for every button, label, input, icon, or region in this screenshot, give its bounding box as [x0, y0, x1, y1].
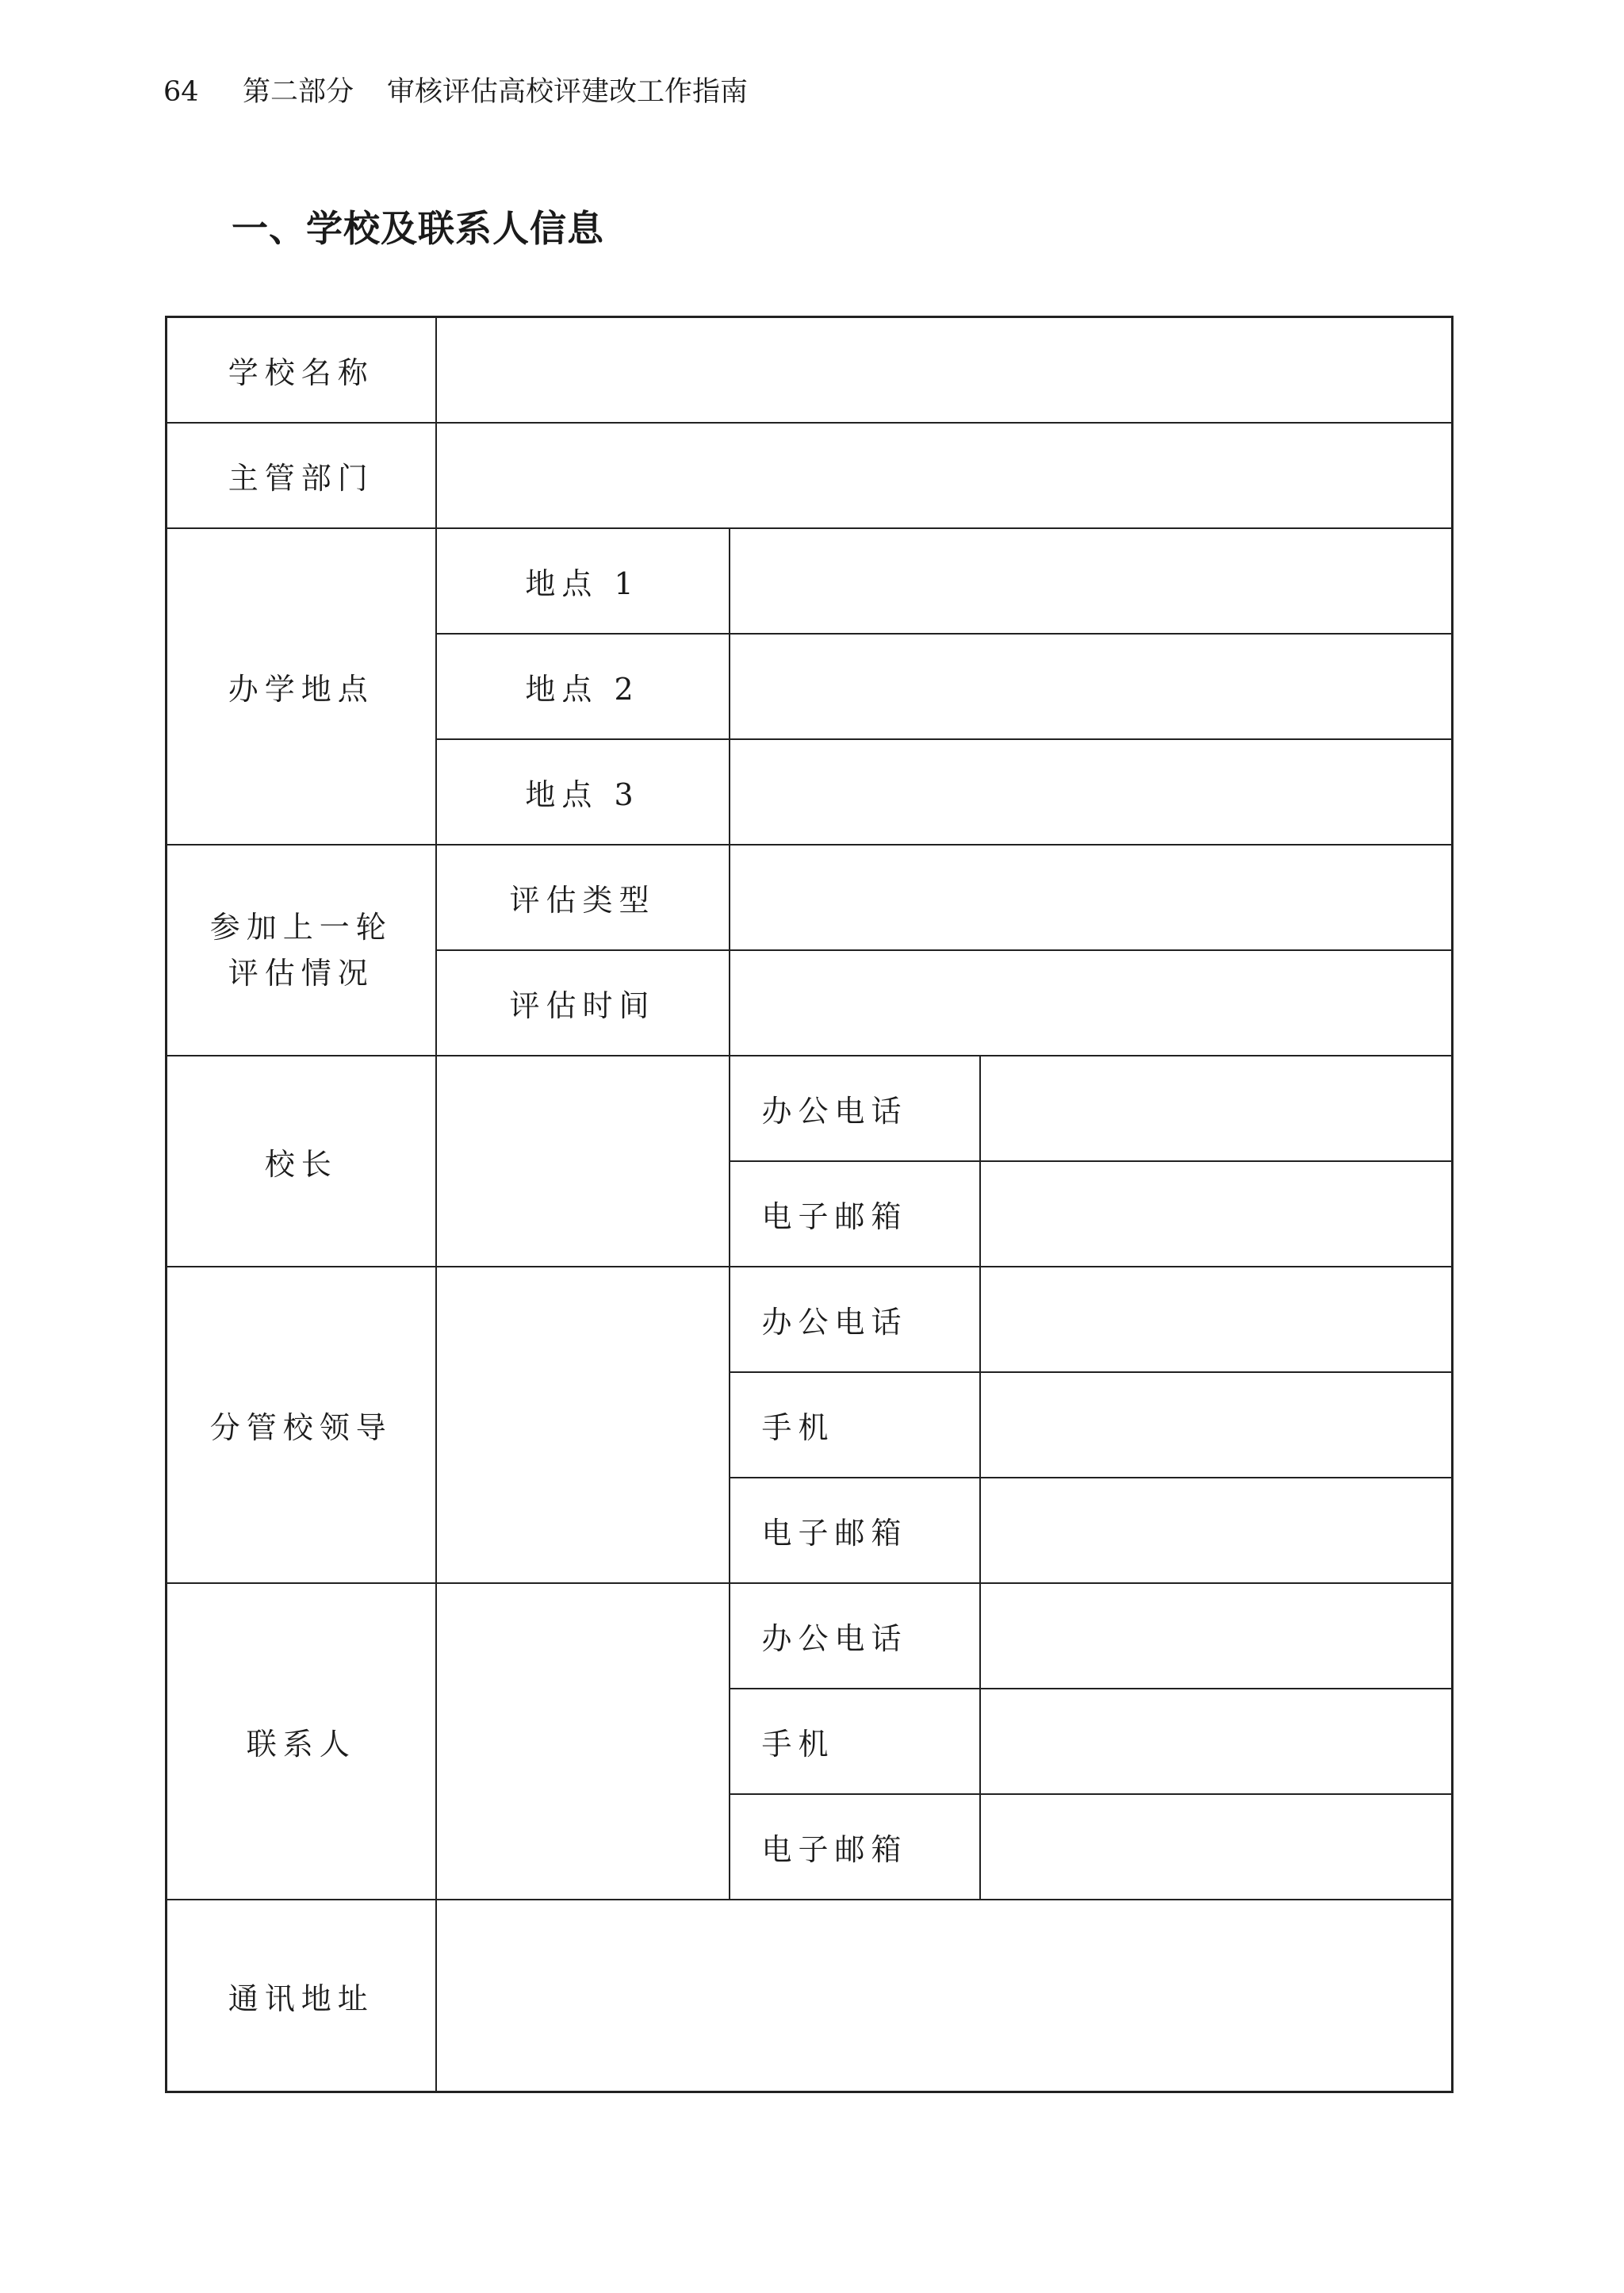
site-2-label: 地点 2 — [436, 634, 730, 739]
vice-leader-label: 分管校领导 — [167, 1267, 436, 1583]
address-field[interactable] — [436, 1900, 1453, 2092]
contact-email-field[interactable] — [980, 1794, 1453, 1900]
vice-leader-email-label: 电子邮箱 — [730, 1478, 980, 1583]
table-row — [167, 1267, 1453, 1372]
contact-office-phone-label: 办公电话 — [730, 1583, 980, 1689]
evaluation-time-label: 评估时间 — [436, 950, 730, 1056]
president-email-field[interactable] — [980, 1161, 1453, 1267]
table-row — [167, 528, 1453, 634]
president-office-phone-field[interactable] — [980, 1056, 1453, 1161]
table-row — [167, 845, 1453, 950]
evaluation-type-field[interactable] — [730, 845, 1453, 950]
contact-email-label: 电子邮箱 — [730, 1794, 980, 1900]
last-evaluation-label-line1: 参加上一轮 — [209, 910, 393, 945]
site-1-field[interactable] — [730, 528, 1453, 634]
table-row — [167, 1056, 1453, 1161]
vice-leader-office-phone-field[interactable] — [980, 1267, 1453, 1372]
contact-mobile-label: 手机 — [730, 1689, 980, 1794]
authority-label: 主管部门 — [167, 423, 436, 528]
campus-label: 办学地点 — [167, 528, 436, 845]
site-1-label: 地点 1 — [436, 528, 730, 634]
table-row — [167, 1900, 1453, 2092]
table-row — [167, 423, 1453, 528]
last-evaluation-label-line2: 评估情况 — [228, 956, 374, 991]
vice-leader-email-field[interactable] — [980, 1478, 1453, 1583]
book-title: 审核评估高校评建改工作指南 — [387, 76, 749, 108]
president-label: 校长 — [167, 1056, 436, 1267]
section-title: 一、学校及联系人信息 — [232, 207, 604, 250]
table-row — [167, 1583, 1453, 1689]
last-evaluation-label — [167, 845, 436, 1056]
contact-office-phone-field[interactable] — [980, 1583, 1453, 1689]
authority-field[interactable] — [436, 423, 1453, 528]
table-row — [167, 317, 1453, 424]
part-label: 第二部分 — [243, 76, 354, 108]
site-3-label: 地点 3 — [436, 739, 730, 845]
site-3-field[interactable] — [730, 739, 1453, 845]
president-name-field[interactable] — [436, 1056, 730, 1267]
president-email-label: 电子邮箱 — [730, 1161, 980, 1267]
school-name-label: 学校名称 — [167, 317, 436, 424]
page-header — [163, 70, 748, 109]
site-2-field[interactable] — [730, 634, 1453, 739]
address-label: 通讯地址 — [167, 1900, 436, 2092]
contact-name-field[interactable] — [436, 1583, 730, 1900]
vice-leader-office-phone-label: 办公电话 — [730, 1267, 980, 1372]
vice-leader-name-field[interactable] — [436, 1267, 730, 1583]
evaluation-type-label: 评估类型 — [436, 845, 730, 950]
vice-leader-mobile-field[interactable] — [980, 1372, 1453, 1478]
school-name-field[interactable] — [436, 317, 1453, 424]
contact-mobile-field[interactable] — [980, 1689, 1453, 1794]
vice-leader-mobile-label: 手机 — [730, 1372, 980, 1478]
evaluation-time-field[interactable] — [730, 950, 1453, 1056]
school-contact-info-table — [165, 316, 1454, 2093]
president-office-phone-label: 办公电话 — [730, 1056, 980, 1161]
contact-label: 联系人 — [167, 1583, 436, 1900]
page-number: 64 — [163, 76, 199, 108]
